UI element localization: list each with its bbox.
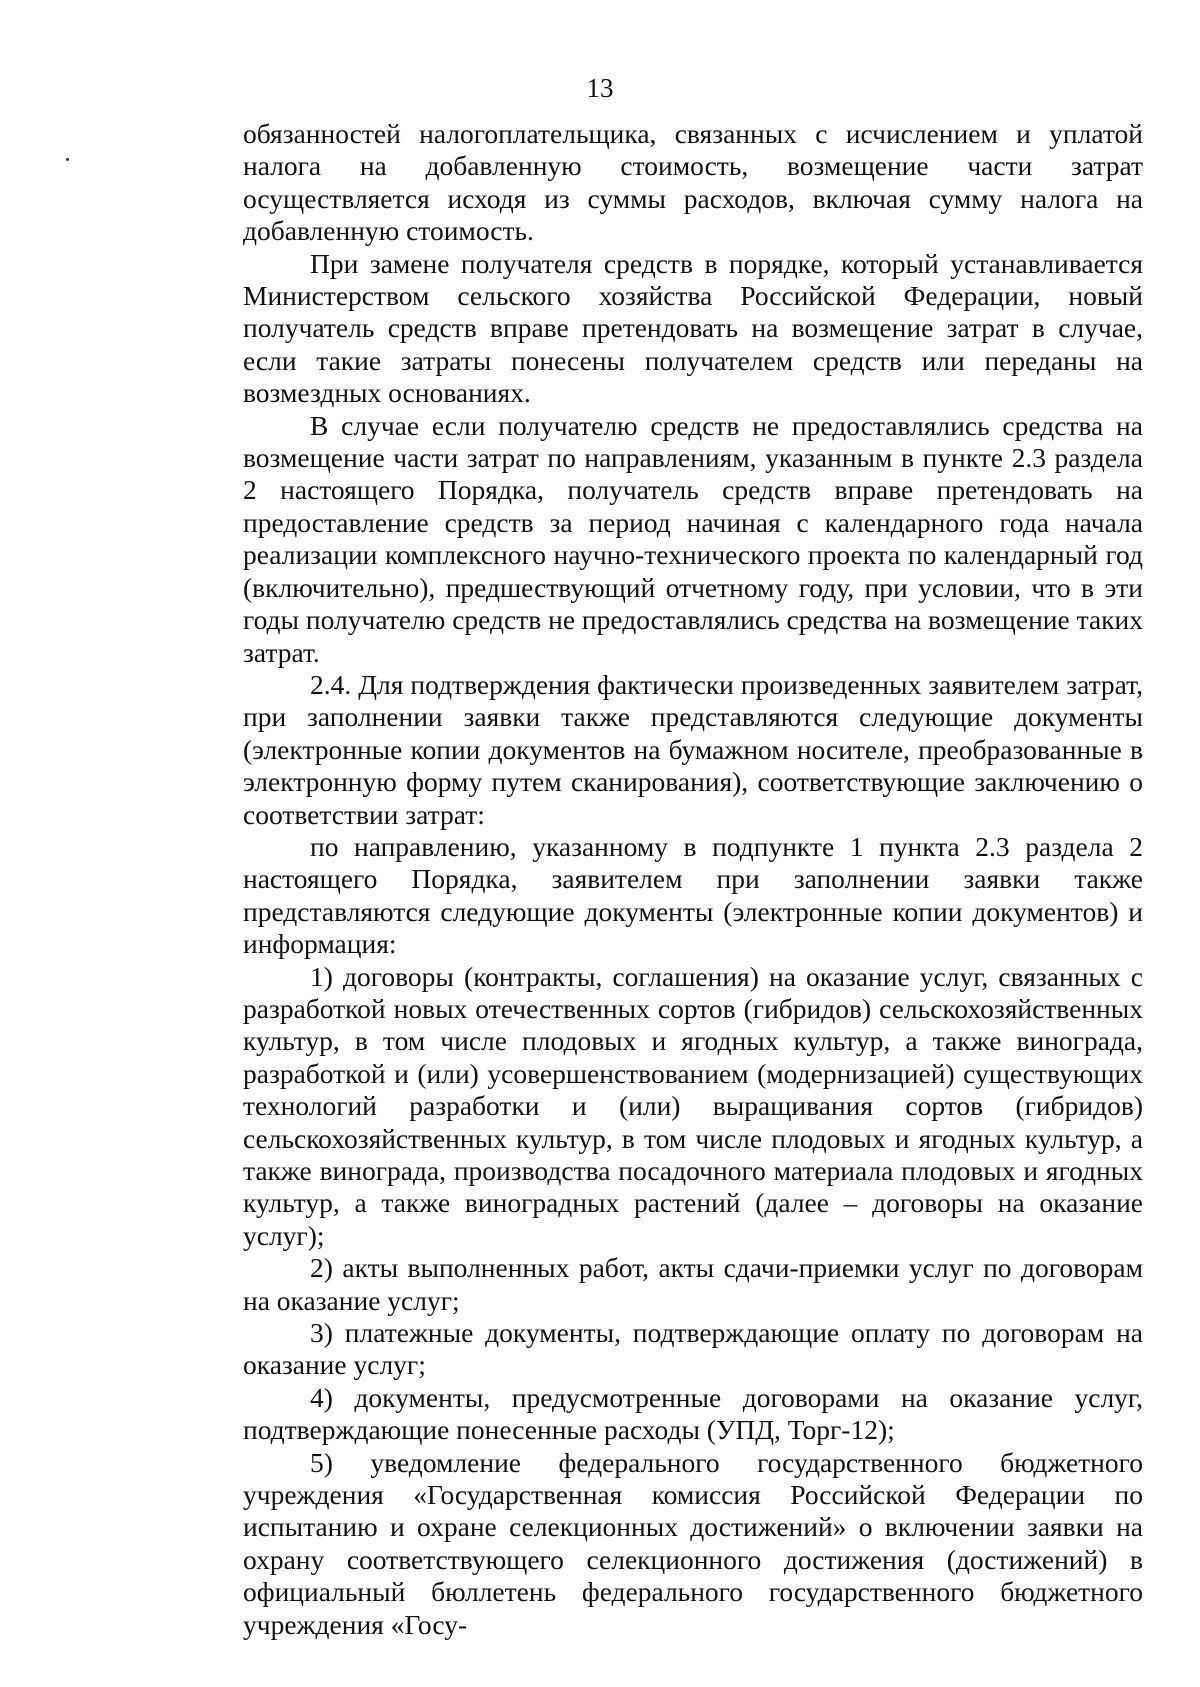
list-item-4-expense-documents: 4) документы, предусмотренные договорами на оказание услуг, подтверждающие понесенные расходы (УПД, Торг-12); <box>243 1381 1143 1446</box>
page-number: 13 <box>586 73 614 103</box>
body-text <box>243 118 1143 1641</box>
paragraph-clause-2-4: 2.4. Для подтверждения фактически произведенных заявителем затрат, при заполнении заявки также представляются следующие документы (электронные копии документов на бумажном носителе, преобразованные в электронную форму путем сканирования), соответствующие заключению о соответствии затрат: <box>243 668 1143 830</box>
list-item-5-notification: 5) уведомление федерального государственного бюджетного учреждения «Государственная комиссия Российской Федерации по испытанию и охране селекционных достижений» о включении заявки на охрану соответствующего селекционного достижения (достижений) в официальный бюллетень федерального государственного бюджетного учреждения «Госу- <box>243 1446 1143 1640</box>
list-item-1-contracts: 1) договоры (контракты, соглашения) на оказание услуг, связанных с разработкой новых отечественных сортов (гибридов) сельскохозяйственных культур, в том числе плодовых и ягодных культур, а также винограда, разработкой и (или) усовершенствованием (модернизацией) существующих технологий разработки и (или) выращивания сортов (гибридов) сельскохозяйственных культур, в том числе плодовых и ягодных культур, а также винограда, производства посадочного материала плодовых и ягодных культур, а также виноградных растений (далее – договоры на оказание услуг); <box>243 960 1143 1251</box>
scan-speck <box>66 158 69 161</box>
paragraph-prior-periods: В случае если получателю средств не предоставлялись средства на возмещение части затрат по направлениям, указанным в пункте 2.3 раздела 2 настоящего Порядка, получатель средств вправе претендовать на предоставление средств за период начиная с календарного года начала реализации комплексного научно-технического проекта по календарный год (включительно), предшествующий отчетному году, при условии, что в эти годы получателю средств не предоставлялись средства на возмещение таких затрат. <box>243 409 1143 668</box>
paragraph-recipient-replacement: При замене получателя средств в порядке, который устанавливается Министерством сельского хозяйства Российской Федерации, новый получатель средств вправе претендовать на возмещение затрат в случае, если такие затраты понесены получателем средств или переданы на возмездных основаниях. <box>243 247 1143 409</box>
paragraph-direction-1: по направлению, указанному в подпункте 1 пункта 2.3 раздела 2 настоящего Порядка, заявителем при заполнении заявки также представляются следующие документы (электронные копии документов) и информация: <box>243 830 1143 960</box>
list-item-2-acts: 2) акты выполненных работ, акты сдачи-приемки услуг по договорам на оказание услуг; <box>243 1252 1143 1316</box>
paragraph-continuation: обязанностей налогоплательщика, связанных с исчислением и уплатой налога на добавленную стоимость, возмещение части затрат осуществляется исходя из суммы расходов, включая сумму налога на добавленную стоимость. <box>243 118 1143 247</box>
list-item-3-payment-documents: 3) платежные документы, подтверждающие оплату по договорам на оказание услуг; <box>243 1317 1143 1381</box>
